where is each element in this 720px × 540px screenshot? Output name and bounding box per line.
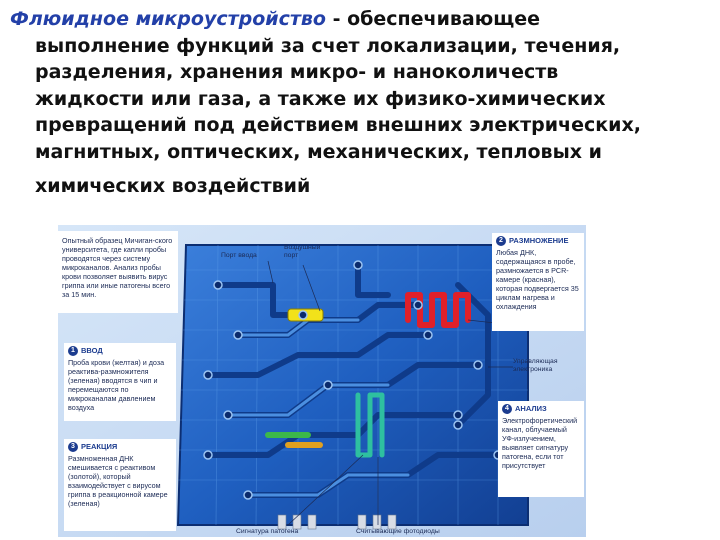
definition-line-4: жидкости или газа, а также их физико-химических	[35, 87, 606, 110]
step-callout-reaction	[64, 439, 176, 531]
label-photodiodes: Считывающие фотодиоды	[356, 528, 440, 535]
definition-paragraph	[10, 6, 710, 200]
definition-line-2: выполнение функций за счет локализации, течения,	[35, 34, 621, 57]
microfluidic-chip-figure	[58, 225, 586, 537]
label-air-port: Воздушный порт	[284, 244, 321, 259]
definition-line-1: Флюидное микроустройство - обеспечивающее	[10, 8, 540, 30]
step-number: 2	[496, 236, 506, 246]
step-title: АНАЛИЗ	[515, 404, 547, 413]
step-body: Любая ДНК, содержащаяся в пробе, размножается в PCR-камере (красная), которая подвергается 35 циклам нагрева и охлаждения	[496, 248, 579, 312]
step-callout-analysis	[498, 401, 584, 497]
step-callout-amplification	[492, 233, 584, 331]
step-title: РАЗМНОЖЕНИЕ	[509, 236, 569, 245]
step-body: Электрофоретический канал, облучаемый УФ-излучением, выявляет сигнатуру патогена, если тот присутствует	[502, 416, 578, 471]
label-input-port: Порт ввода	[221, 252, 257, 259]
step-body: Размноженная ДНК смешивается с реактивом (золотой), который взаимодействует с вирусом гриппа в реакционной камере (зеленая)	[68, 454, 168, 509]
step-number: 4	[502, 404, 512, 414]
step-title: ВВОД	[81, 346, 103, 355]
definition-term: Флюидное микроустройство	[10, 8, 326, 30]
step-callout-input	[64, 343, 176, 421]
label-pathogen-signature: Сигнатура патогена	[236, 528, 299, 535]
step-number: 3	[68, 442, 78, 452]
definition-line-7: химических воздействий	[35, 175, 311, 197]
intro-text: Опытный образец Мичиган-ского университета, где капли пробы проводятся через систему микроканалов. Анализ пробы крови позволяет выявить вирус гриппа или иные патогены всего за 15 мин.	[62, 236, 173, 299]
step-title: РЕАКЦИЯ	[81, 442, 118, 451]
step-body: Проба крови (желтая) и доза реактива-размножителя (зеленая) вводятся в чип и перемещаются по микроканалам давлением воздуха	[68, 358, 165, 413]
step-number: 1	[68, 346, 78, 356]
intro-callout	[58, 231, 178, 313]
definition-line-6: магнитных, оптических, механических, тепловых и	[35, 140, 602, 163]
definition-line-3: разделения, хранения микро- и наноколичеств	[35, 61, 559, 83]
label-electronics: Управляющая электроника	[513, 358, 558, 373]
definition-line-5: превращений под действием внешних электрических,	[35, 114, 641, 136]
